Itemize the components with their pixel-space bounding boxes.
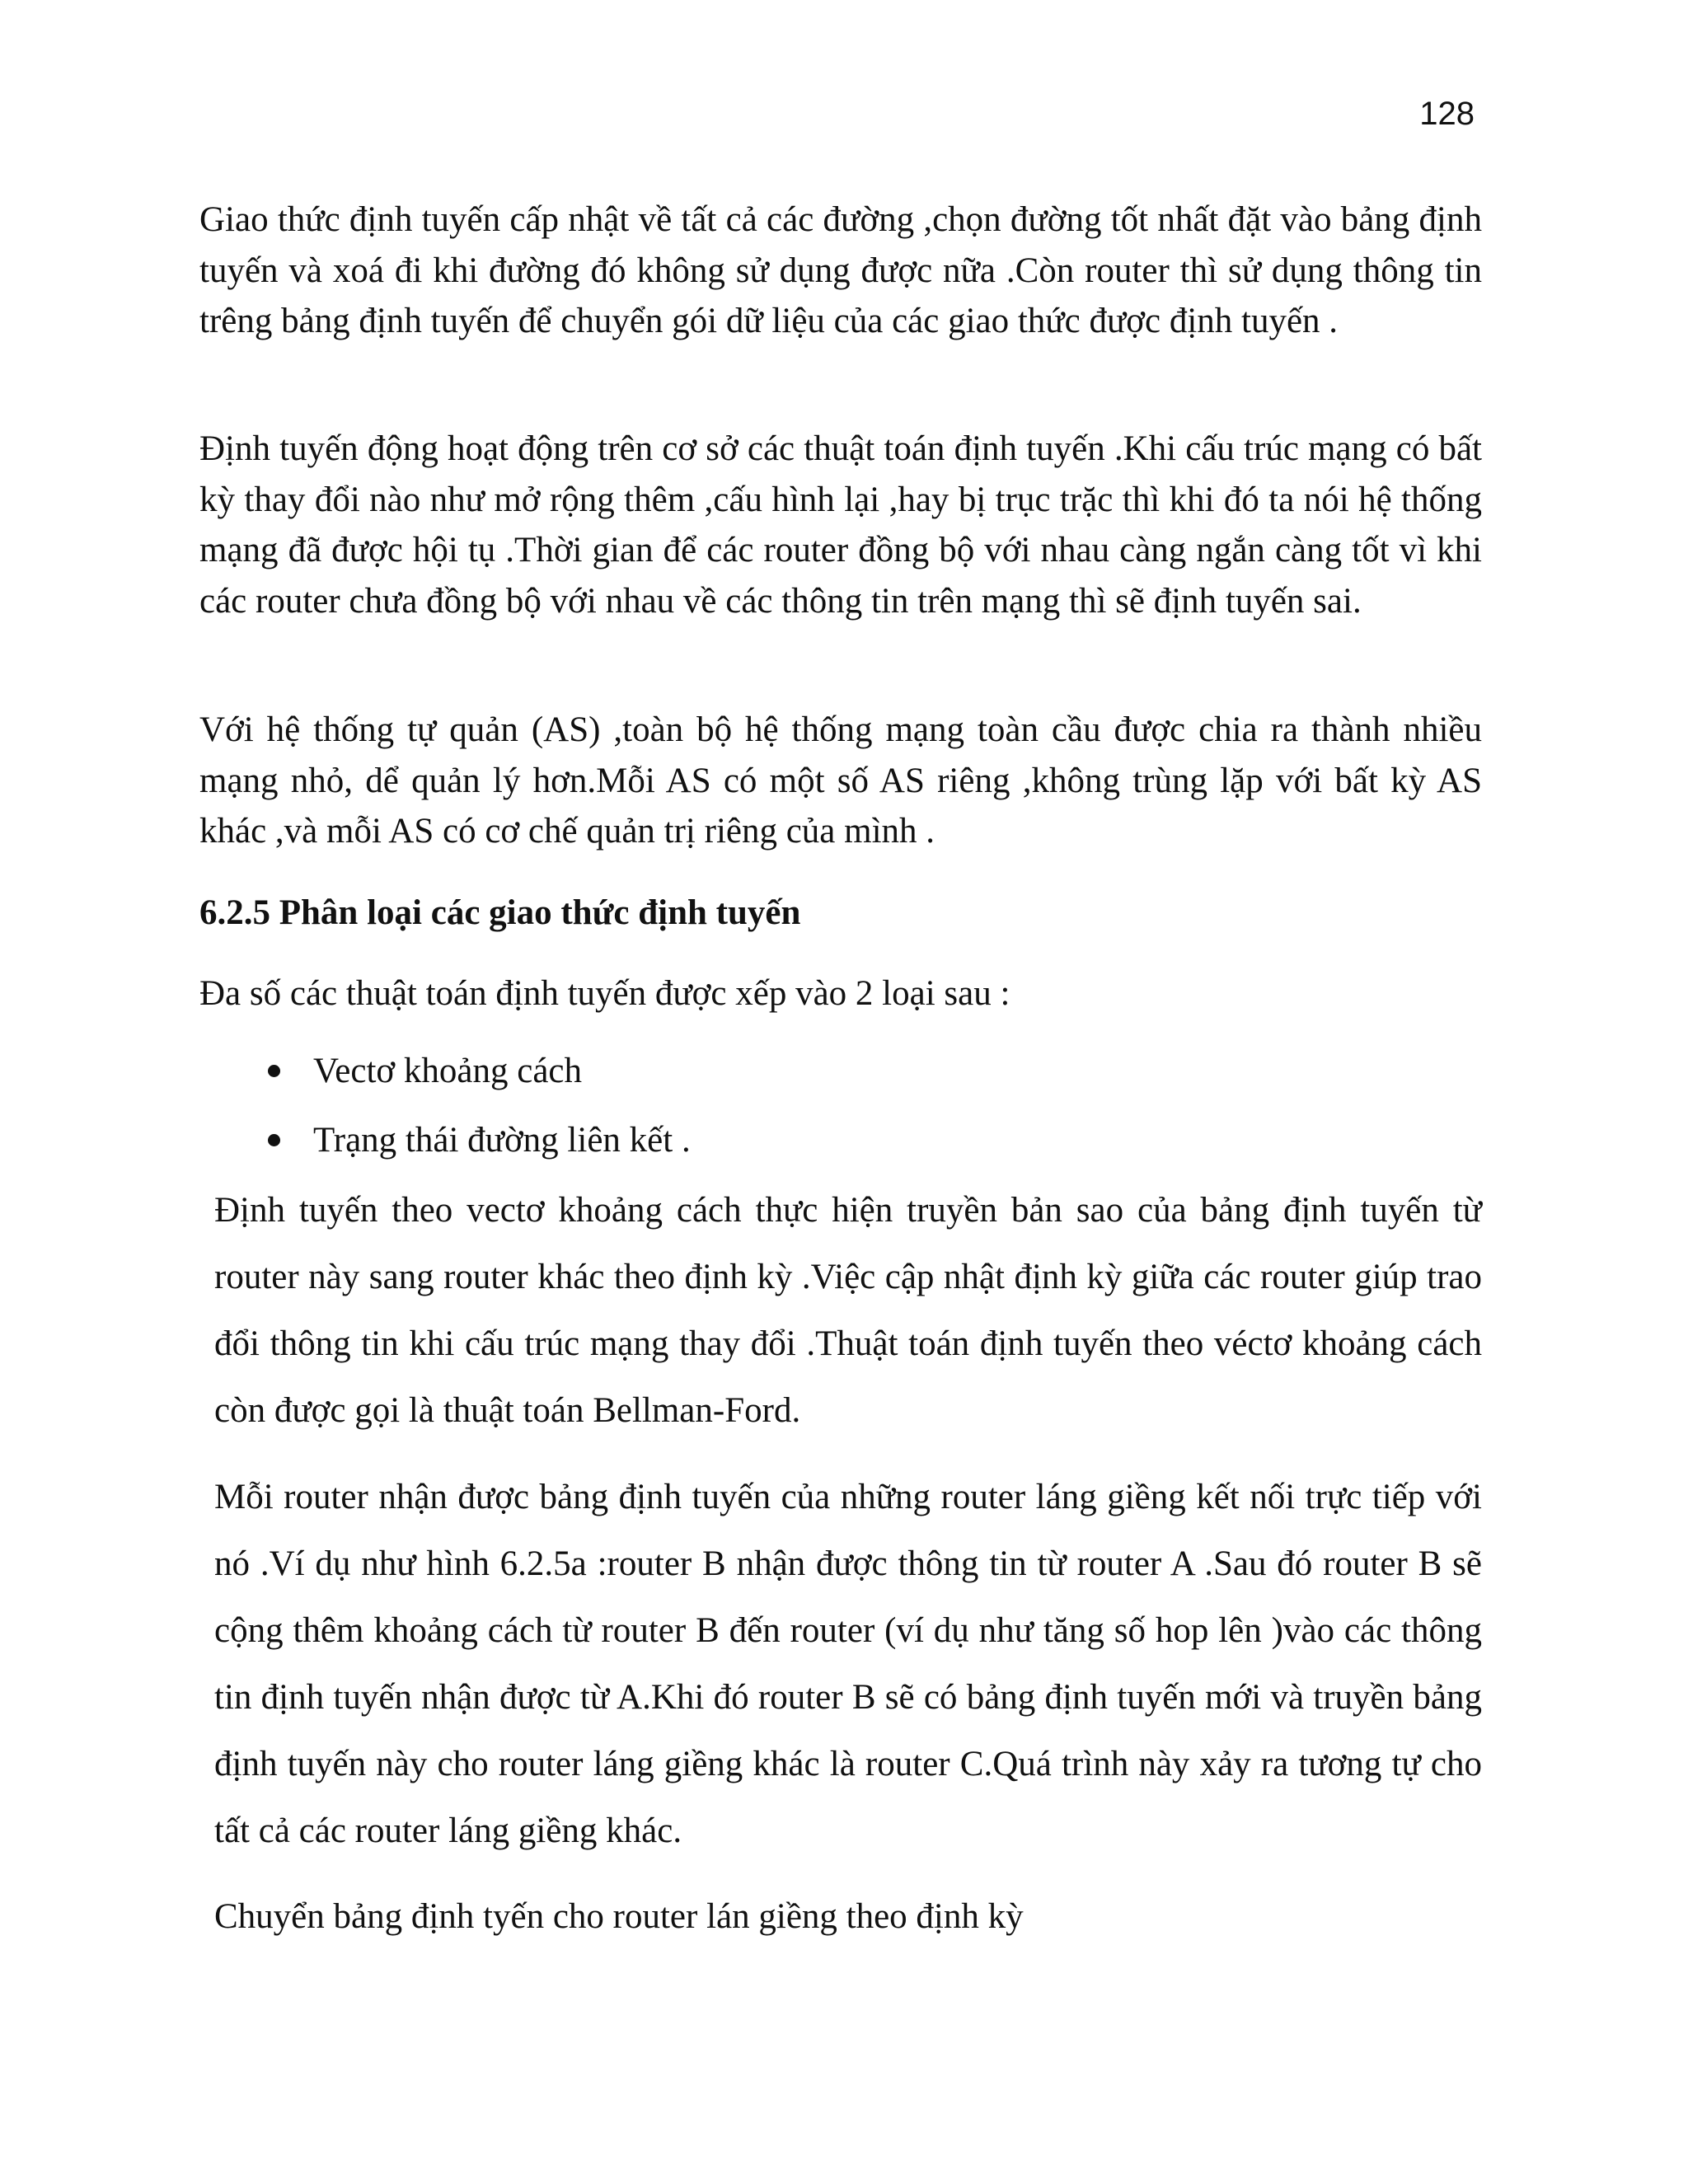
paragraph-dynamic-routing: Định tuyến động hoạt động trên cơ sở các thuật toán định tuyến .Khi cấu trúc mạng có bất kỳ thay đổi nào như mở rộng thêm ,cấu hình lại ,hay bị trục trặc thì khi đó ta nói hệ thống mạng đã được hội tụ .Thời gian để các router đồng bộ với nhau càng ngắn càng tốt vì khi các router chưa đồng bộ với nhau về các thông tin trên mạng thì sẽ định tuyến sai.: [199, 429, 1482, 621]
list-item-label: Vectơ khoảng cách: [313, 1052, 582, 1090]
paragraph-distance-vector: Định tuyến theo vectơ khoảng cách thực hiện truyền bản sao của bảng định tuyến từ router này sang router khác theo định kỳ .Việc cập nhật định kỳ giữa các router giúp trao đổi thông tin khi cấu trúc mạng thay đổi .Thuật toán định tuyến theo véctơ khoảng cách còn được gọi là thuật toán Bellman-Ford.: [214, 1191, 1482, 1430]
paragraph-autonomous-system: Với hệ thống tự quản (AS) ,toàn bộ hệ thống mạng toàn cầu được chia ra thành nhiều mạng nhỏ, dể quản lý hơn.Mỗi AS có một số AS riêng ,không trùng lặp với bất kỳ AS khác ,và mỗi AS có cơ chế quản trị riêng của mình .: [199, 710, 1482, 851]
bullet-icon: [268, 1134, 280, 1146]
list-item: [199, 1115, 1482, 1184]
list-item: [199, 1046, 1482, 1115]
bullet-icon: [268, 1065, 280, 1077]
section-heading: 6.2.5 Phân loại các giao thức định tuyến: [199, 893, 801, 932]
paragraph-algorithm-types-intro: Đa số các thuật toán định tuyến được xếp vào 2 loại sau :: [199, 974, 1010, 1013]
list-item-label: Trạng thái đường liên kết .: [313, 1121, 691, 1160]
algorithm-type-list: [199, 1046, 1482, 1184]
paragraph-periodic-transfer: Chuyển bảng định tyến cho router lán giềng theo định kỳ: [214, 1897, 1024, 1936]
paragraph-routing-protocol-update: Giao thức định tuyến cấp nhật về tất cả các đường ,chọn đường tốt nhất đặt vào bảng định tuyến và xoá đi khi đường đó không sử dụng được nữa .Còn router thì sử dụng thông tin trêng bảng định tuyến để chuyển gói dữ liệu của các giao thức được định tuyến .: [199, 200, 1482, 340]
paragraph-router-neighbor-table: Mỗi router nhận được bảng định tuyến của những router láng giềng kết nối trực tiếp với nó .Ví dụ như hình 6.2.5a :router B nhận được thông tin từ router A .Sau đó router B sẽ cộng thêm khoảng cách từ router B đến router (ví dụ như tăng số hop lên )vào các thông tin định tuyến nhận được từ A.Khi đó router B sẽ có bảng định tuyến mới và truyền bảng định tuyến này cho router láng giềng khác là router C.Quá trình này xảy ra tương tự cho tất cả các router láng giềng khác.: [214, 1478, 1482, 1850]
page-number: 128: [1419, 96, 1475, 132]
